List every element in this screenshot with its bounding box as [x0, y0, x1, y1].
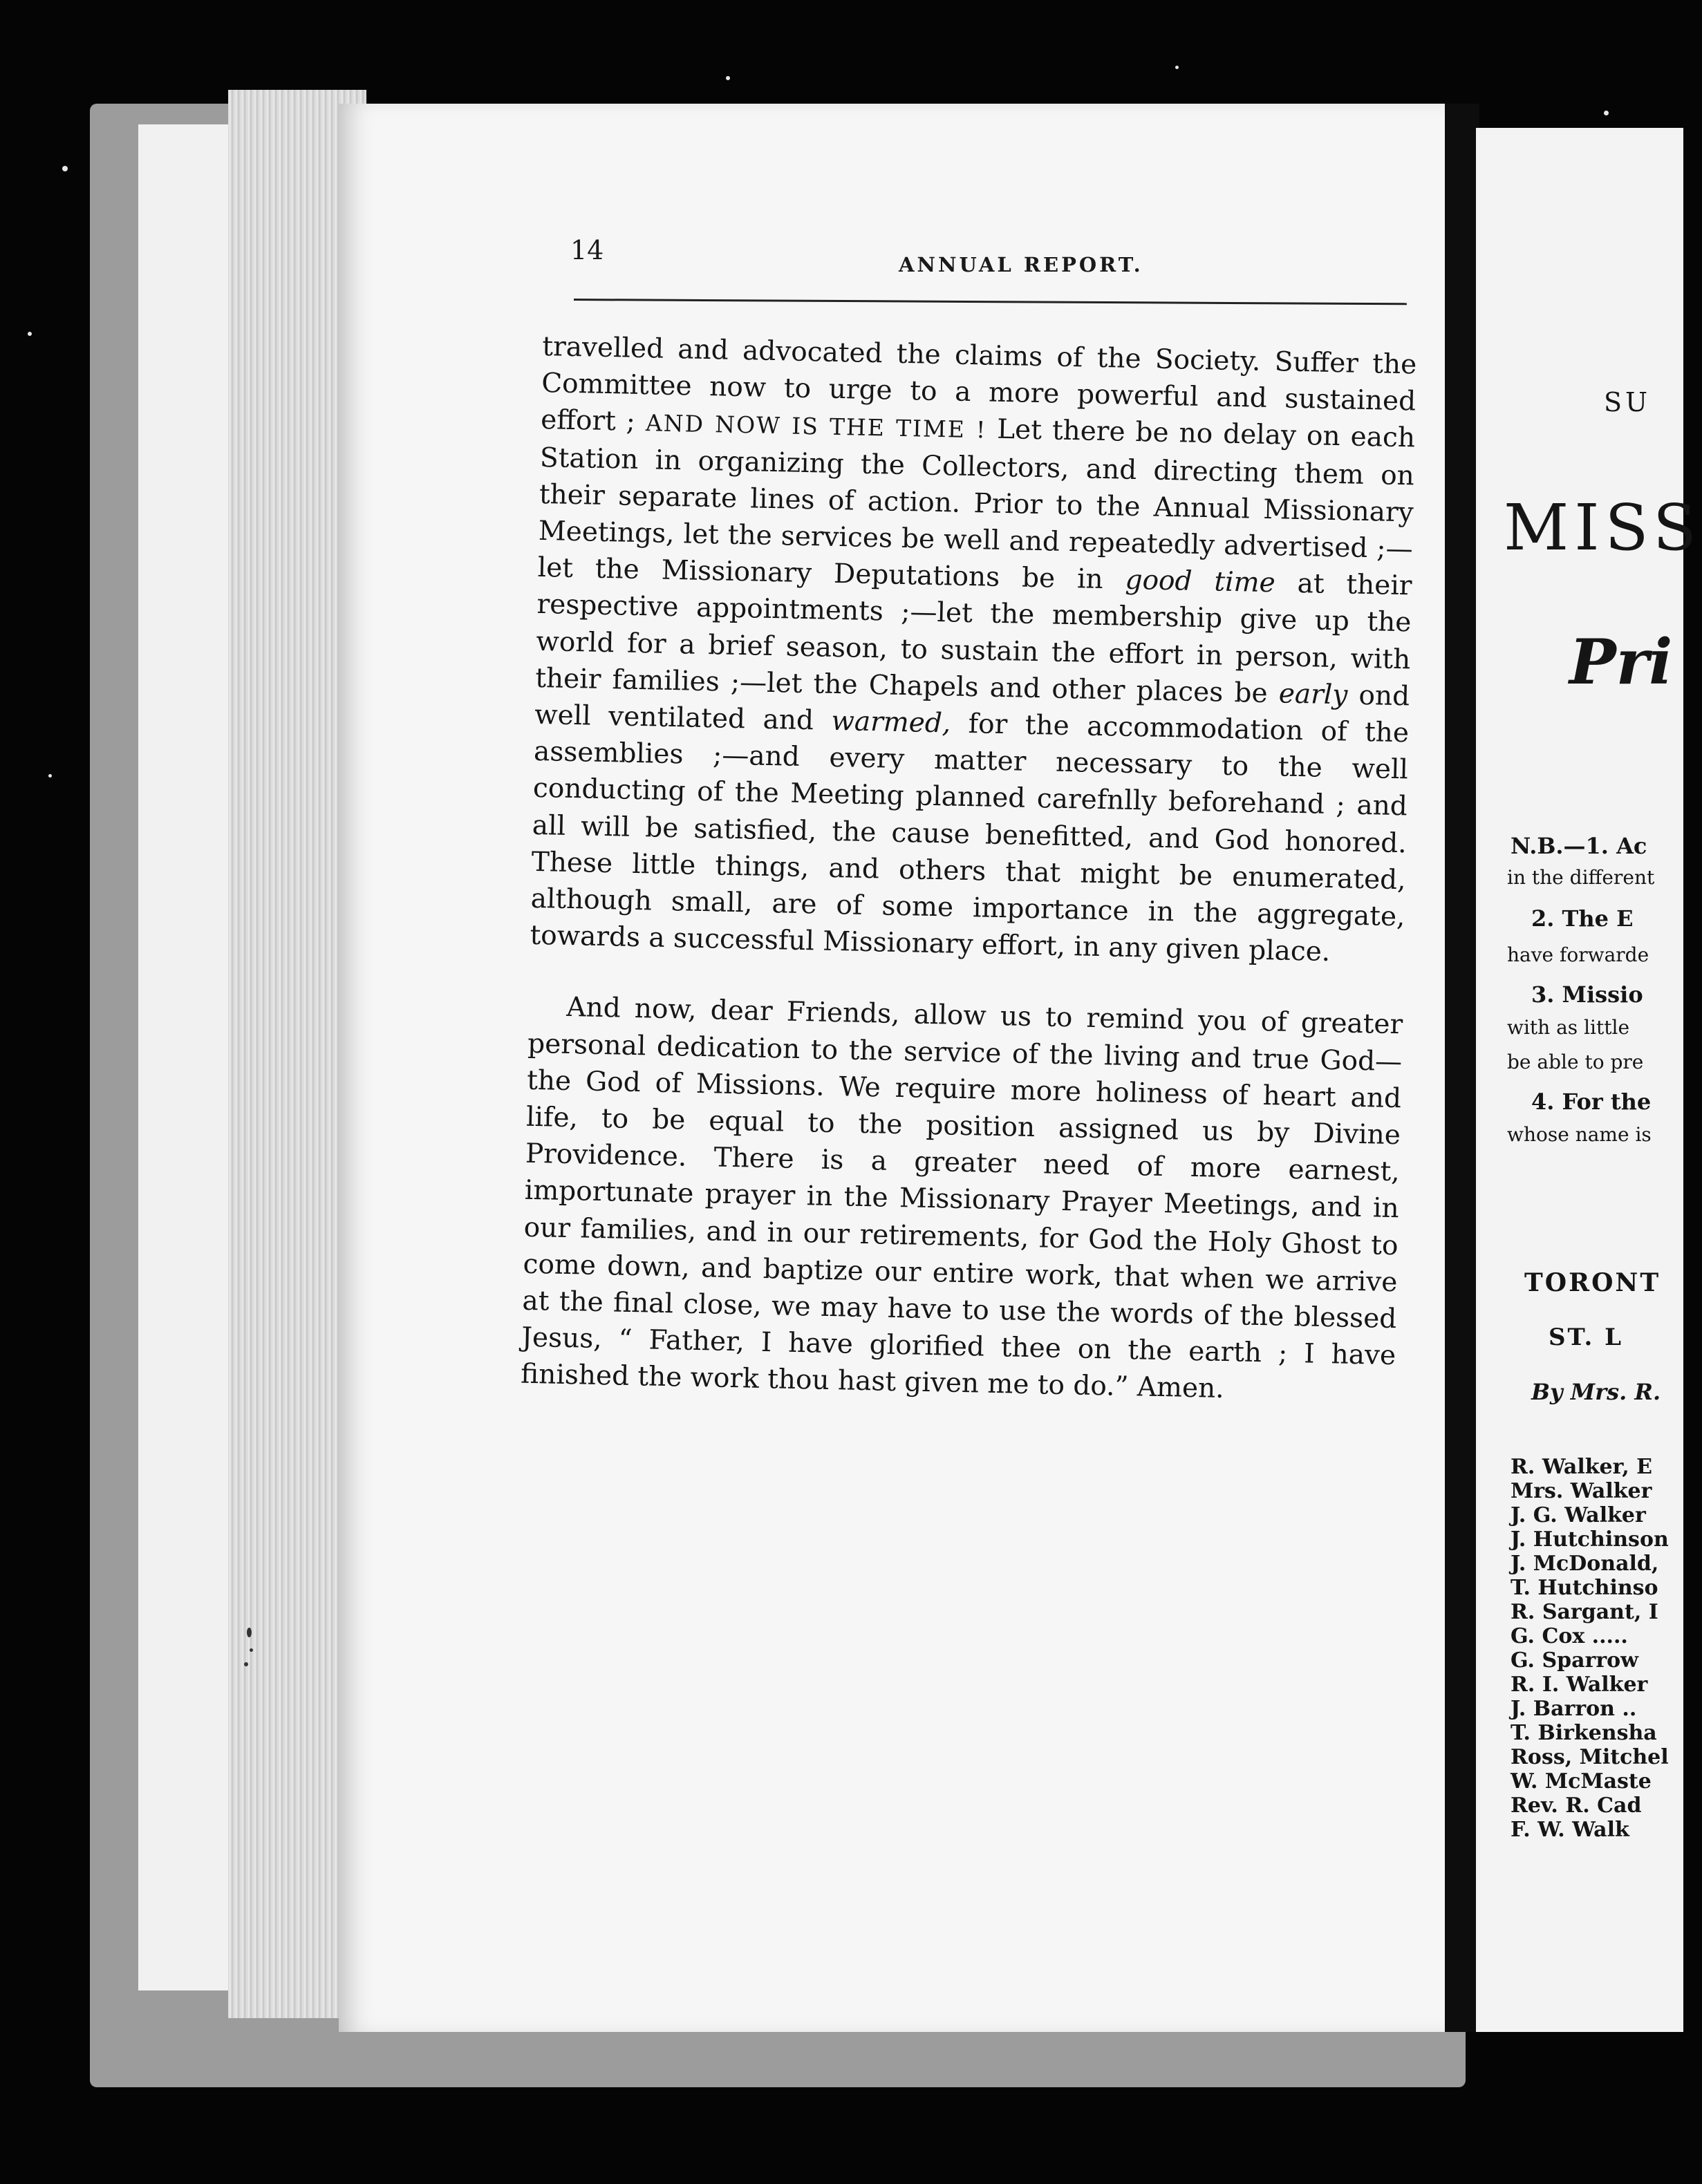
list-item: Mrs. Walker	[1511, 1479, 1652, 1503]
list-item: G. Cox .....	[1511, 1624, 1628, 1648]
smallcaps-run: AND NOW IS THE TIME !	[645, 409, 987, 444]
text-run: travelled and advocated the claims of the Society. Suffer the Committee now to urge to a more powerful and sustained effort ;	[540, 330, 1417, 438]
list-item: T. Birkensha	[1511, 1721, 1657, 1745]
list-item: R. Sargant, I	[1511, 1600, 1658, 1624]
by-line: By Mrs. R.	[1531, 1379, 1661, 1405]
note-line: 2. The E	[1531, 905, 1634, 932]
flyleaf	[138, 124, 235, 1990]
list-item: T. Hutchinso	[1511, 1576, 1658, 1600]
note-line: 3. Missio	[1531, 981, 1643, 1008]
list-item: Rev. R. Cad	[1511, 1794, 1642, 1818]
place-heading: TORONT	[1524, 1268, 1661, 1297]
list-item: F. W. Walk	[1511, 1818, 1629, 1842]
note-line: with as little	[1507, 1016, 1630, 1039]
list-item: J. McDonald,	[1511, 1552, 1659, 1576]
list-item: J. Barron ..	[1511, 1697, 1637, 1721]
note-line: whose name is	[1507, 1123, 1652, 1146]
note-line: 4. For the	[1531, 1089, 1652, 1115]
list-item: R. Walker, E	[1511, 1455, 1652, 1479]
paragraph-1	[530, 328, 1417, 972]
list-item: G. Sparrow	[1511, 1648, 1638, 1673]
text-run: Let there be no delay on each Station in organizing the Collectors, and directing them on their separate lines of action. Prior to the Annual Missionary Meetings, let the services be well and repeatedly advertised ;—let the Missionary Deputations be in	[537, 413, 1416, 596]
station-heading: ST. L	[1549, 1324, 1624, 1351]
paragraph-2: And now, dear Friends, allow us to remind you of greater personal dedication to the service of the living and true God—the God of Missions. We require more holiness of heart and life, to be equal to the position assigned us by Divine Providence. There is a greater need of more earnest, importunate prayer in the Missionary Prayer Meetings, and in our families, and in our retirements, for God the Holy Ghost to come down, and baptize our entire work, that when we arrive at the final close, we may have to use the words of the blessed Jesus, “ Father, I have glorified thee on the earth ; I have finished the work thou hast given me to do.” Amen.	[520, 992, 1403, 1405]
note-line: be able to pre	[1507, 1051, 1644, 1073]
right-title-fragment: MISS	[1504, 491, 1702, 565]
list-item: J. Hutchinson	[1511, 1527, 1669, 1552]
italic-run: good time	[1125, 564, 1276, 599]
page-marks	[239, 1621, 259, 1704]
right-header-fragment: SU	[1604, 387, 1652, 417]
list-item: R. I. Walker	[1511, 1673, 1648, 1697]
note-line: in the different	[1507, 866, 1655, 889]
note-line: N.B.—1. Ac	[1511, 833, 1647, 859]
text-run: ond well ventilated and	[534, 679, 1410, 737]
text-run: at their respective appointments ;—let the membership give up the world for a brief season, to sustain the effort in person, with their families ;—let the Chapels and other places be	[534, 567, 1412, 710]
page-number: 14	[570, 235, 604, 265]
body-text	[521, 328, 1417, 1411]
italic-run: early	[1278, 678, 1348, 711]
list-item: W. McMaste	[1511, 1769, 1652, 1794]
italic-run: warmed,	[831, 705, 951, 740]
text-run: for the accommodation of the assemblies ;—and every matter necessary to the well conducting of the Meeting planned carefnlly beforehand ; and all will be satisfied, the cause benefitted, and God honored. These little things, and others that might be enumerated, although small, are of some importance in the aggregate, towards a successful Missionary effort, in any given place.	[530, 708, 1410, 968]
list-item: Ross, Mitchel	[1511, 1745, 1669, 1769]
gutter	[1445, 104, 1479, 2032]
right-blackletter-fragment: Pri	[1569, 625, 1673, 699]
note-line: have forwarde	[1507, 943, 1649, 966]
running-head: ANNUAL REPORT.	[899, 253, 1143, 276]
list-item: J. G. Walker	[1511, 1503, 1646, 1527]
